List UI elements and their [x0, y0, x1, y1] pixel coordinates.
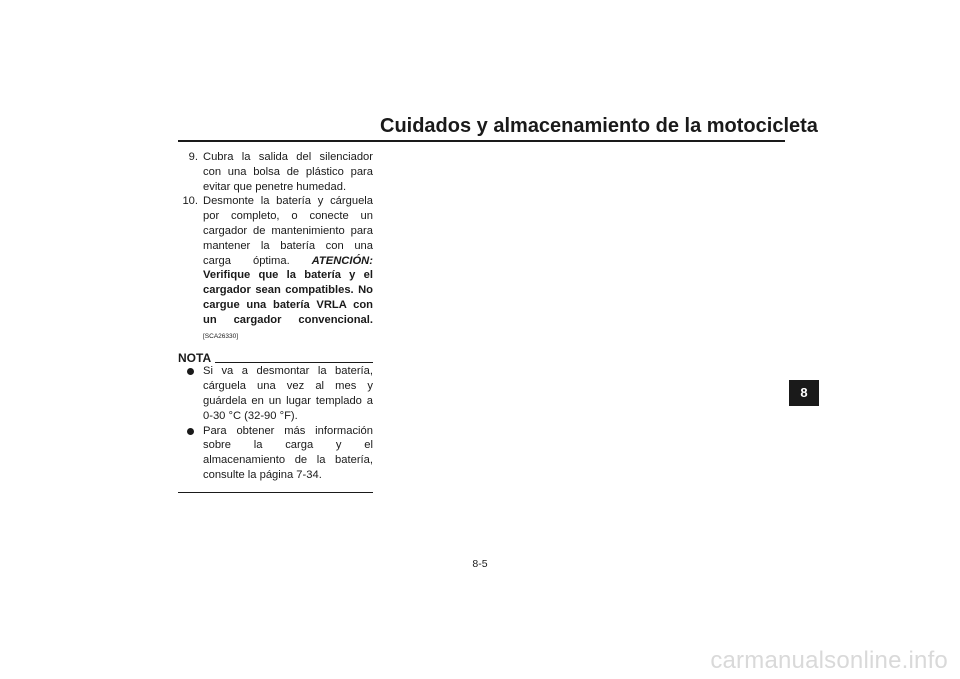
- warning-code: [SCA26330]: [203, 332, 239, 340]
- step-text: Cubra la salida del silenciador con una bolsa de plástico para evitar que penetre humedad.: [203, 151, 373, 193]
- warning-text: Verifique que la batería y el cargador sean compatibles. No cargue una batería VRLA con un cargador convencional.: [203, 269, 373, 326]
- content-column: [178, 150, 373, 493]
- nota-bottom-rule: [178, 492, 373, 493]
- warning-label: ATENCIÓN:: [311, 254, 373, 267]
- step-number: 9.: [188, 151, 198, 163]
- chapter-tab: 8: [789, 380, 819, 406]
- nota-item-text: Para obtener más información sobre la carga y el almacenamiento de la batería, consulte la página 7-34.: [203, 424, 373, 481]
- step-text: [203, 194, 373, 344]
- step-body: Desmonte la batería y cárguela por completo, o conecte un cargador de mantenimiento para mantener la batería con una carga óptima.: [203, 195, 373, 267]
- nota-item: [178, 424, 373, 483]
- header-rule: [178, 140, 785, 142]
- page-title: Cuidados y almacenamiento de la motocicleta: [380, 115, 818, 137]
- page-number: 8-5: [472, 558, 488, 570]
- step-item: [178, 150, 373, 194]
- bullet-icon: [187, 368, 194, 375]
- bullet-icon: [187, 428, 194, 435]
- step-number: 10.: [182, 195, 198, 208]
- nota-rule: [215, 362, 373, 363]
- nota-item-text: Si va a desmontar la batería, cárguela una vez al mes y guárdela en un lugar templado a 0-30 °C (32-90 °F).: [203, 365, 373, 422]
- watermark: carmanualsonline.info: [710, 647, 948, 674]
- nota-item: [178, 364, 373, 423]
- nota-label: NOTA: [178, 351, 212, 366]
- step-item: [178, 194, 373, 344]
- nota-header: [178, 350, 373, 364]
